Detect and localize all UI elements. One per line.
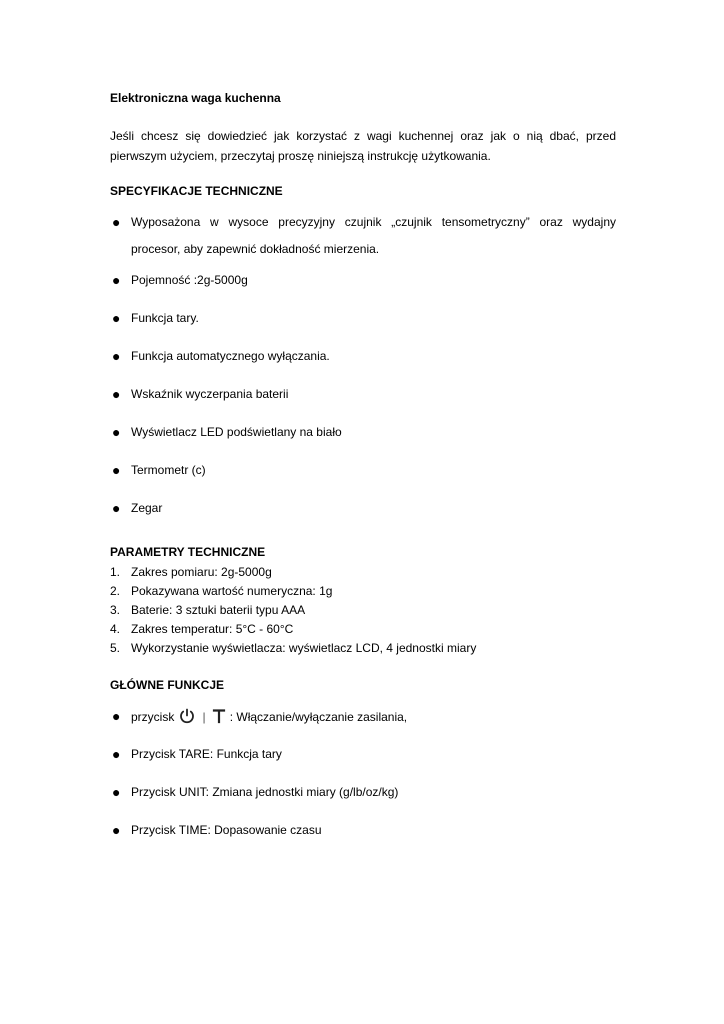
functions-heading: GŁÓWNE FUNKCJE (110, 678, 224, 692)
function-item-text (131, 708, 616, 725)
param-text: Baterie: 3 sztuki baterii typu AAA (131, 603, 306, 617)
bullet-icon: ● (112, 214, 121, 230)
power-icon (178, 708, 196, 724)
param-text: Wykorzystanie wyświetlacza: wyświetlacz LCD, 4 jednostki miary (131, 641, 477, 655)
bullet-icon: ● (112, 462, 121, 478)
t-icon (212, 708, 226, 724)
function-item-text: Przycisk TARE: Funkcja tary (131, 747, 282, 761)
param-text: Zakres temperatur: 5°C - 60°C (131, 622, 294, 636)
spec-item-line-1: Wyposażona w wysoce precyzyjny czujnik „czujnik tensometryczny” oraz wydajny (131, 215, 616, 229)
param-text: Zakres pomiaru: 2g-5000g (131, 565, 272, 579)
separator-glyph: | (202, 710, 206, 724)
spec-item-text: Wskaźnik wyczerpania baterii (131, 387, 289, 401)
bullet-icon: ● (112, 500, 121, 516)
param-text: Pokazywana wartość numeryczna: 1g (131, 584, 333, 598)
intro-line-1: Jeśli chcesz się dowiedzieć jak korzystać z wagi kuchennej oraz jak o nią dbać, przed (110, 129, 616, 143)
document-title: Elektroniczna waga kuchenna (110, 91, 281, 105)
param-number: 2. (110, 584, 121, 598)
params-heading: PARAMETRY TECHNICZNE (110, 545, 266, 559)
bullet-icon: ● (112, 822, 121, 838)
spec-item-text: Wyświetlacz LED podświetlany na biało (131, 425, 342, 439)
intro-paragraph (110, 126, 616, 166)
spec-item-text: Funkcja tary. (131, 311, 199, 325)
param-number: 3. (110, 603, 121, 617)
bullet-icon: ● (112, 348, 121, 364)
spec-item-text: Pojemność :2g-5000g (131, 273, 248, 287)
spec-heading: SPECYFIKACJE TECHNICZNE (110, 184, 283, 198)
bullet-icon: ● (112, 424, 121, 440)
function-prefix: przycisk (131, 710, 175, 724)
spec-item (110, 214, 616, 258)
param-number: 4. (110, 622, 121, 636)
function-item-text: Przycisk UNIT: Zmiana jednostki miary (g/lb/oz/kg) (131, 785, 399, 799)
function-item-text: Przycisk TIME: Dopasowanie czasu (131, 823, 322, 837)
bullet-icon: ● (112, 272, 121, 288)
bullet-icon: ● (112, 708, 121, 724)
intro-line-2: pierwszym użyciem, przeczytaj proszę niniejszą instrukcję użytkowania. (110, 149, 491, 163)
spec-item-text: Funkcja automatycznego wyłączania. (131, 349, 330, 363)
bullet-icon: ● (112, 386, 121, 402)
bullet-icon: ● (112, 746, 121, 762)
param-number: 5. (110, 641, 121, 655)
bullet-icon: ● (112, 784, 121, 800)
spec-item-text: Termometr (c) (131, 463, 206, 477)
param-number: 1. (110, 565, 121, 579)
bullet-icon: ● (112, 310, 121, 326)
function-suffix: : Włączanie/wyłączanie zasilania, (229, 710, 408, 724)
spec-item-text: Zegar (131, 501, 163, 515)
spec-item-line-2: procesor, aby zapewnić dokładność mierzenia. (131, 242, 380, 256)
